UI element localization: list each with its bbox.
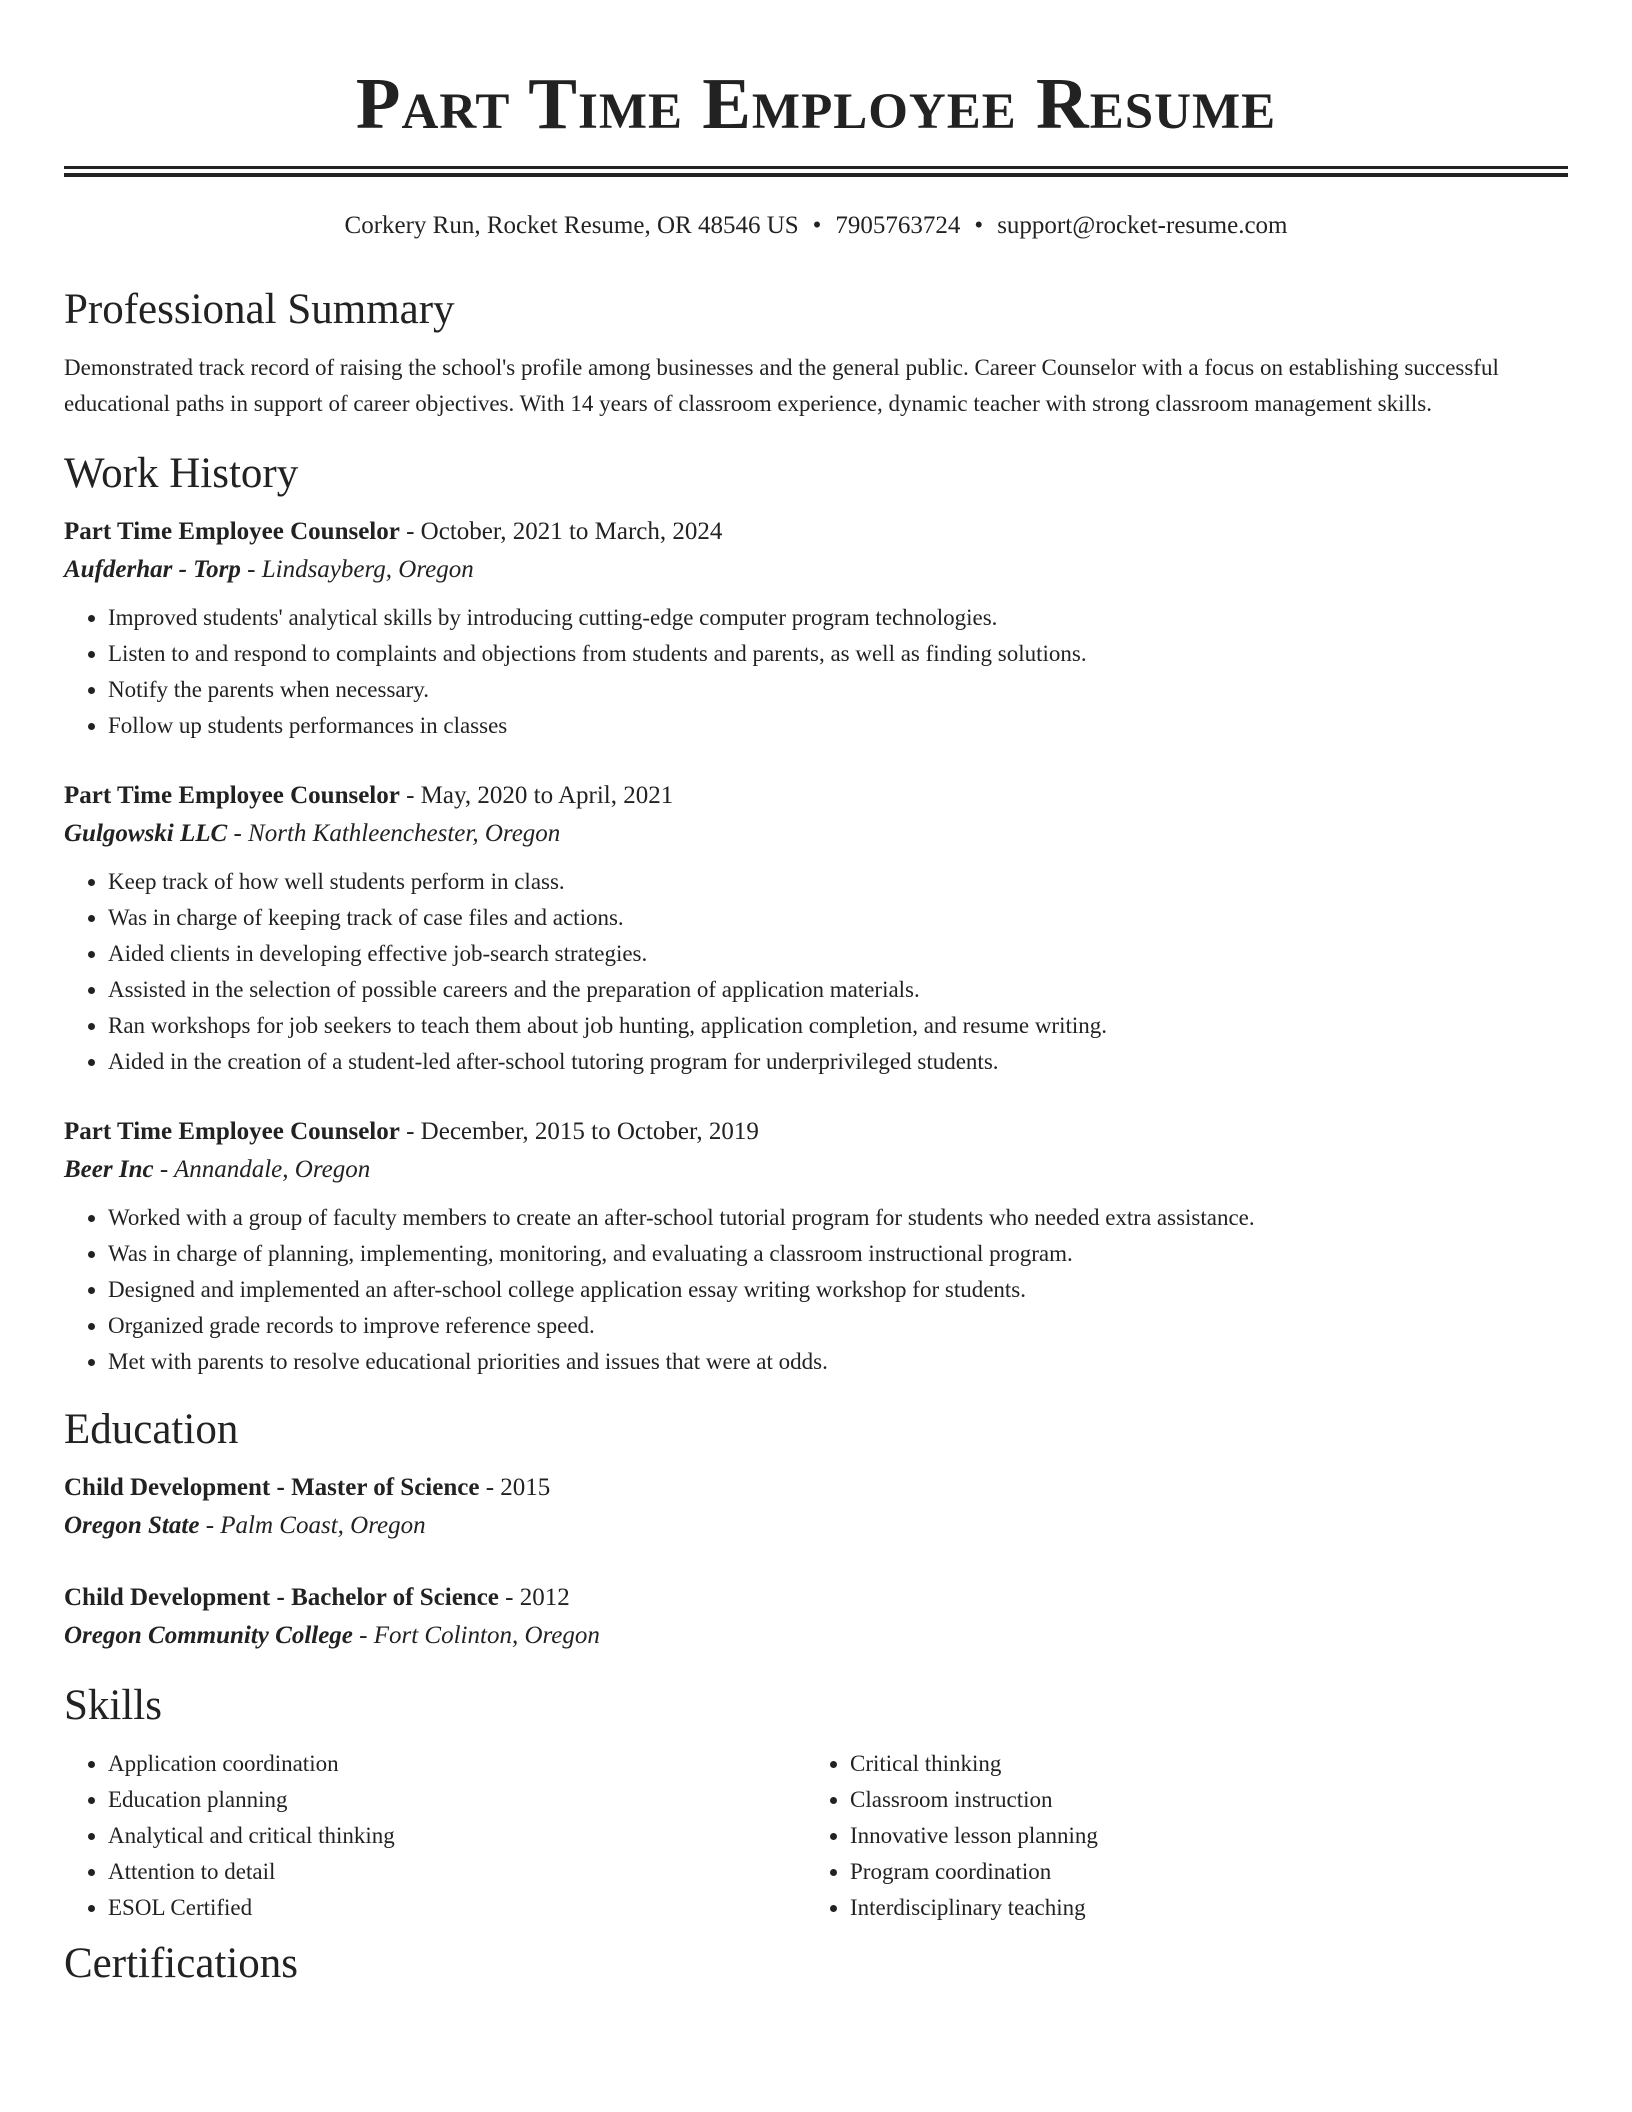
work-history-heading: Work History xyxy=(64,450,299,497)
job-bullet: • Ran workshops for job seekers to teach them about job hunting, application completion, and resume writing. xyxy=(108,1008,1568,1044)
job-title: Part Time Employee Counselor xyxy=(64,518,400,545)
skill-item: • Program coordination xyxy=(850,1854,1548,1890)
job-bullet: • Aided in the creation of a student-led after-school tutoring program for underprivileged students. xyxy=(108,1044,1568,1080)
education-heading: Education xyxy=(64,1406,239,1453)
job-bullet: • Was in charge of keeping track of case files and actions. xyxy=(108,900,1568,936)
job-bullet: • Assisted in the selection of possible careers and the preparation of application materials. xyxy=(108,972,1568,1008)
education-degree: Child Development - Bachelor of Science xyxy=(64,1584,499,1611)
job-dates: - May, 2020 to April, 2021 xyxy=(399,782,674,809)
job-bullet: • Listen to and respond to complaints and objections from students and parents, as well as finding solutions. xyxy=(108,636,1568,672)
skill-item: • Application coordination xyxy=(108,1746,806,1782)
job-bullet: • Organized grade records to improve reference speed. xyxy=(108,1308,1568,1344)
job-org-line xyxy=(64,814,1568,854)
job-role-line xyxy=(64,778,1568,814)
job-entry xyxy=(64,514,1568,744)
certifications-heading: Certifications xyxy=(64,1940,299,1987)
job-location: - Annandale, Oregon xyxy=(153,1156,371,1183)
skills-column-left xyxy=(64,1746,806,1926)
job-entry xyxy=(64,778,1568,1080)
education-degree: Child Development - Master of Science xyxy=(64,1474,480,1501)
contact-address: Corkery Run, Rocket Resume, OR 48546 US xyxy=(344,212,799,239)
job-role-line xyxy=(64,514,1568,550)
job-bullet: • Designed and implemented an after-school college application essay writing workshop for students. xyxy=(108,1272,1568,1308)
summary-text: Demonstrated track record of raising the school's profile among businesses and the general public. Career Counselor with a focus on establishing successful educational paths in support of career objectives. With 14 years of classroom experience, dynamic teacher with strong classroom management skills. xyxy=(64,355,1499,416)
job-title: Part Time Employee Counselor xyxy=(64,782,400,809)
skill-item: • Education planning xyxy=(108,1782,806,1818)
contact-separator: • xyxy=(974,212,984,239)
job-bullet: • Keep track of how well students perform in class. xyxy=(108,864,1568,900)
job-dates: - December, 2015 to October, 2019 xyxy=(399,1118,759,1145)
education-year: - 2015 xyxy=(479,1474,551,1501)
skills-grid xyxy=(64,1746,1568,1926)
job-bullet: • Met with parents to resolve educational priorities and issues that were at odds. xyxy=(108,1344,1568,1380)
education-entry xyxy=(64,1580,1568,1656)
contact-phone: 7905763724 xyxy=(835,212,961,239)
education-year: - 2012 xyxy=(498,1584,570,1611)
education-entry xyxy=(64,1470,1568,1546)
job-company: Aufderhar - Torp xyxy=(64,556,241,583)
title-divider xyxy=(64,166,1568,177)
skills-column-right xyxy=(806,1746,1548,1926)
education-location: - Palm Coast, Oregon xyxy=(199,1512,426,1539)
skill-item: • ESOL Certified xyxy=(108,1890,806,1926)
job-org-line xyxy=(64,1150,1568,1190)
education-degree-line xyxy=(64,1580,1568,1616)
job-bullet: • Worked with a group of faculty members to create an after-school tutorial program for students who needed extra assistance. xyxy=(108,1200,1568,1236)
resume-page xyxy=(64,0,1568,1990)
job-bullets xyxy=(64,864,1568,1080)
job-bullet: • Was in charge of planning, implementing, monitoring, and evaluating a classroom instructional program. xyxy=(108,1236,1568,1272)
resume-title: Part Time Employee Resume xyxy=(355,63,1277,144)
job-bullets xyxy=(64,600,1568,744)
education-school-line xyxy=(64,1616,1568,1656)
job-bullet: • Follow up students performances in classes xyxy=(108,708,1568,744)
education-school-line xyxy=(64,1506,1568,1546)
skill-item: • Classroom instruction xyxy=(850,1782,1548,1818)
job-bullet: • Improved students' analytical skills by introducing cutting-edge computer program technologies. xyxy=(108,600,1568,636)
education-school: Oregon Community College xyxy=(64,1622,353,1649)
job-bullet: • Aided clients in developing effective job-search strategies. xyxy=(108,936,1568,972)
education-location: - Fort Colinton, Oregon xyxy=(352,1622,600,1649)
job-bullets xyxy=(64,1200,1568,1380)
contact-separator: • xyxy=(812,212,822,239)
education-degree-line xyxy=(64,1470,1568,1506)
job-bullet: • Notify the parents when necessary. xyxy=(108,672,1568,708)
contact-line xyxy=(64,210,1568,242)
skills-heading: Skills xyxy=(64,1682,162,1729)
education-school: Oregon State xyxy=(64,1512,200,1539)
job-entry xyxy=(64,1114,1568,1380)
job-title: Part Time Employee Counselor xyxy=(64,1118,400,1145)
skill-item: • Critical thinking xyxy=(850,1746,1548,1782)
summary-heading: Professional Summary xyxy=(64,286,455,333)
skill-item: • Attention to detail xyxy=(108,1854,806,1890)
job-location: - Lindsayberg, Oregon xyxy=(240,556,474,583)
job-dates: - October, 2021 to March, 2024 xyxy=(399,518,723,545)
job-org-line xyxy=(64,550,1568,590)
contact-email: support@rocket-resume.com xyxy=(997,212,1288,239)
job-location: - North Kathleenchester, Oregon xyxy=(227,820,561,847)
skill-item: • Interdisciplinary teaching xyxy=(850,1890,1548,1926)
job-company: Gulgowski LLC xyxy=(64,820,228,847)
job-company: Beer Inc xyxy=(64,1156,154,1183)
skill-item: • Analytical and critical thinking xyxy=(108,1818,806,1854)
skill-item: • Innovative lesson planning xyxy=(850,1818,1548,1854)
job-role-line xyxy=(64,1114,1568,1150)
